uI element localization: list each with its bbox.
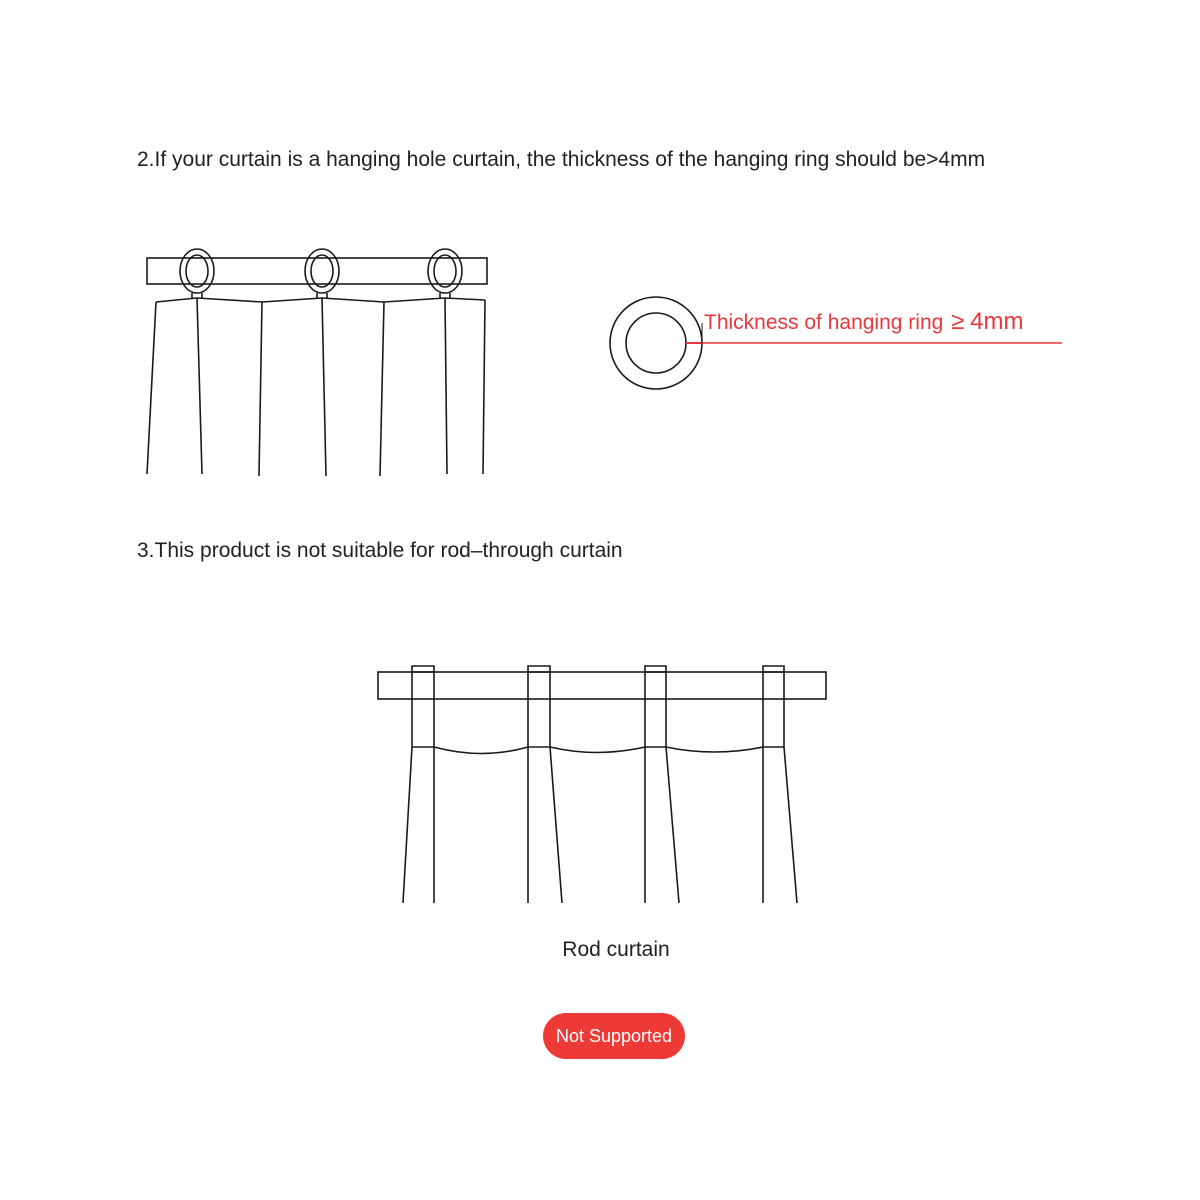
min-thickness-value: 4mm — [970, 308, 1024, 335]
curtain-folds — [403, 747, 797, 903]
curtain-header-seam — [412, 747, 784, 754]
ring-inner-edge — [626, 313, 686, 373]
rod-curtain-illustration — [372, 660, 832, 910]
instruction-step-2: 2.If your curtain is a hanging hole curtain, the thickness of the hanging ring should be>4mm — [137, 148, 986, 171]
rod-curtain-caption: Rod curtain — [562, 938, 670, 961]
curtain-top-edge — [156, 298, 485, 302]
ring-thickness-label-text: Thickness of hanging ring — [704, 311, 944, 334]
curtain-folds — [147, 298, 485, 476]
instruction-step-3: 3.This product is not suitable for rod–through curtain — [137, 539, 623, 562]
greater-equal-symbol: ≥ — [951, 308, 965, 335]
ring-curtain-illustration — [140, 238, 500, 483]
not-supported-badge: Not Supported — [543, 1013, 685, 1059]
ring-thickness-label — [704, 307, 1024, 338]
curtain-rod — [378, 672, 826, 699]
